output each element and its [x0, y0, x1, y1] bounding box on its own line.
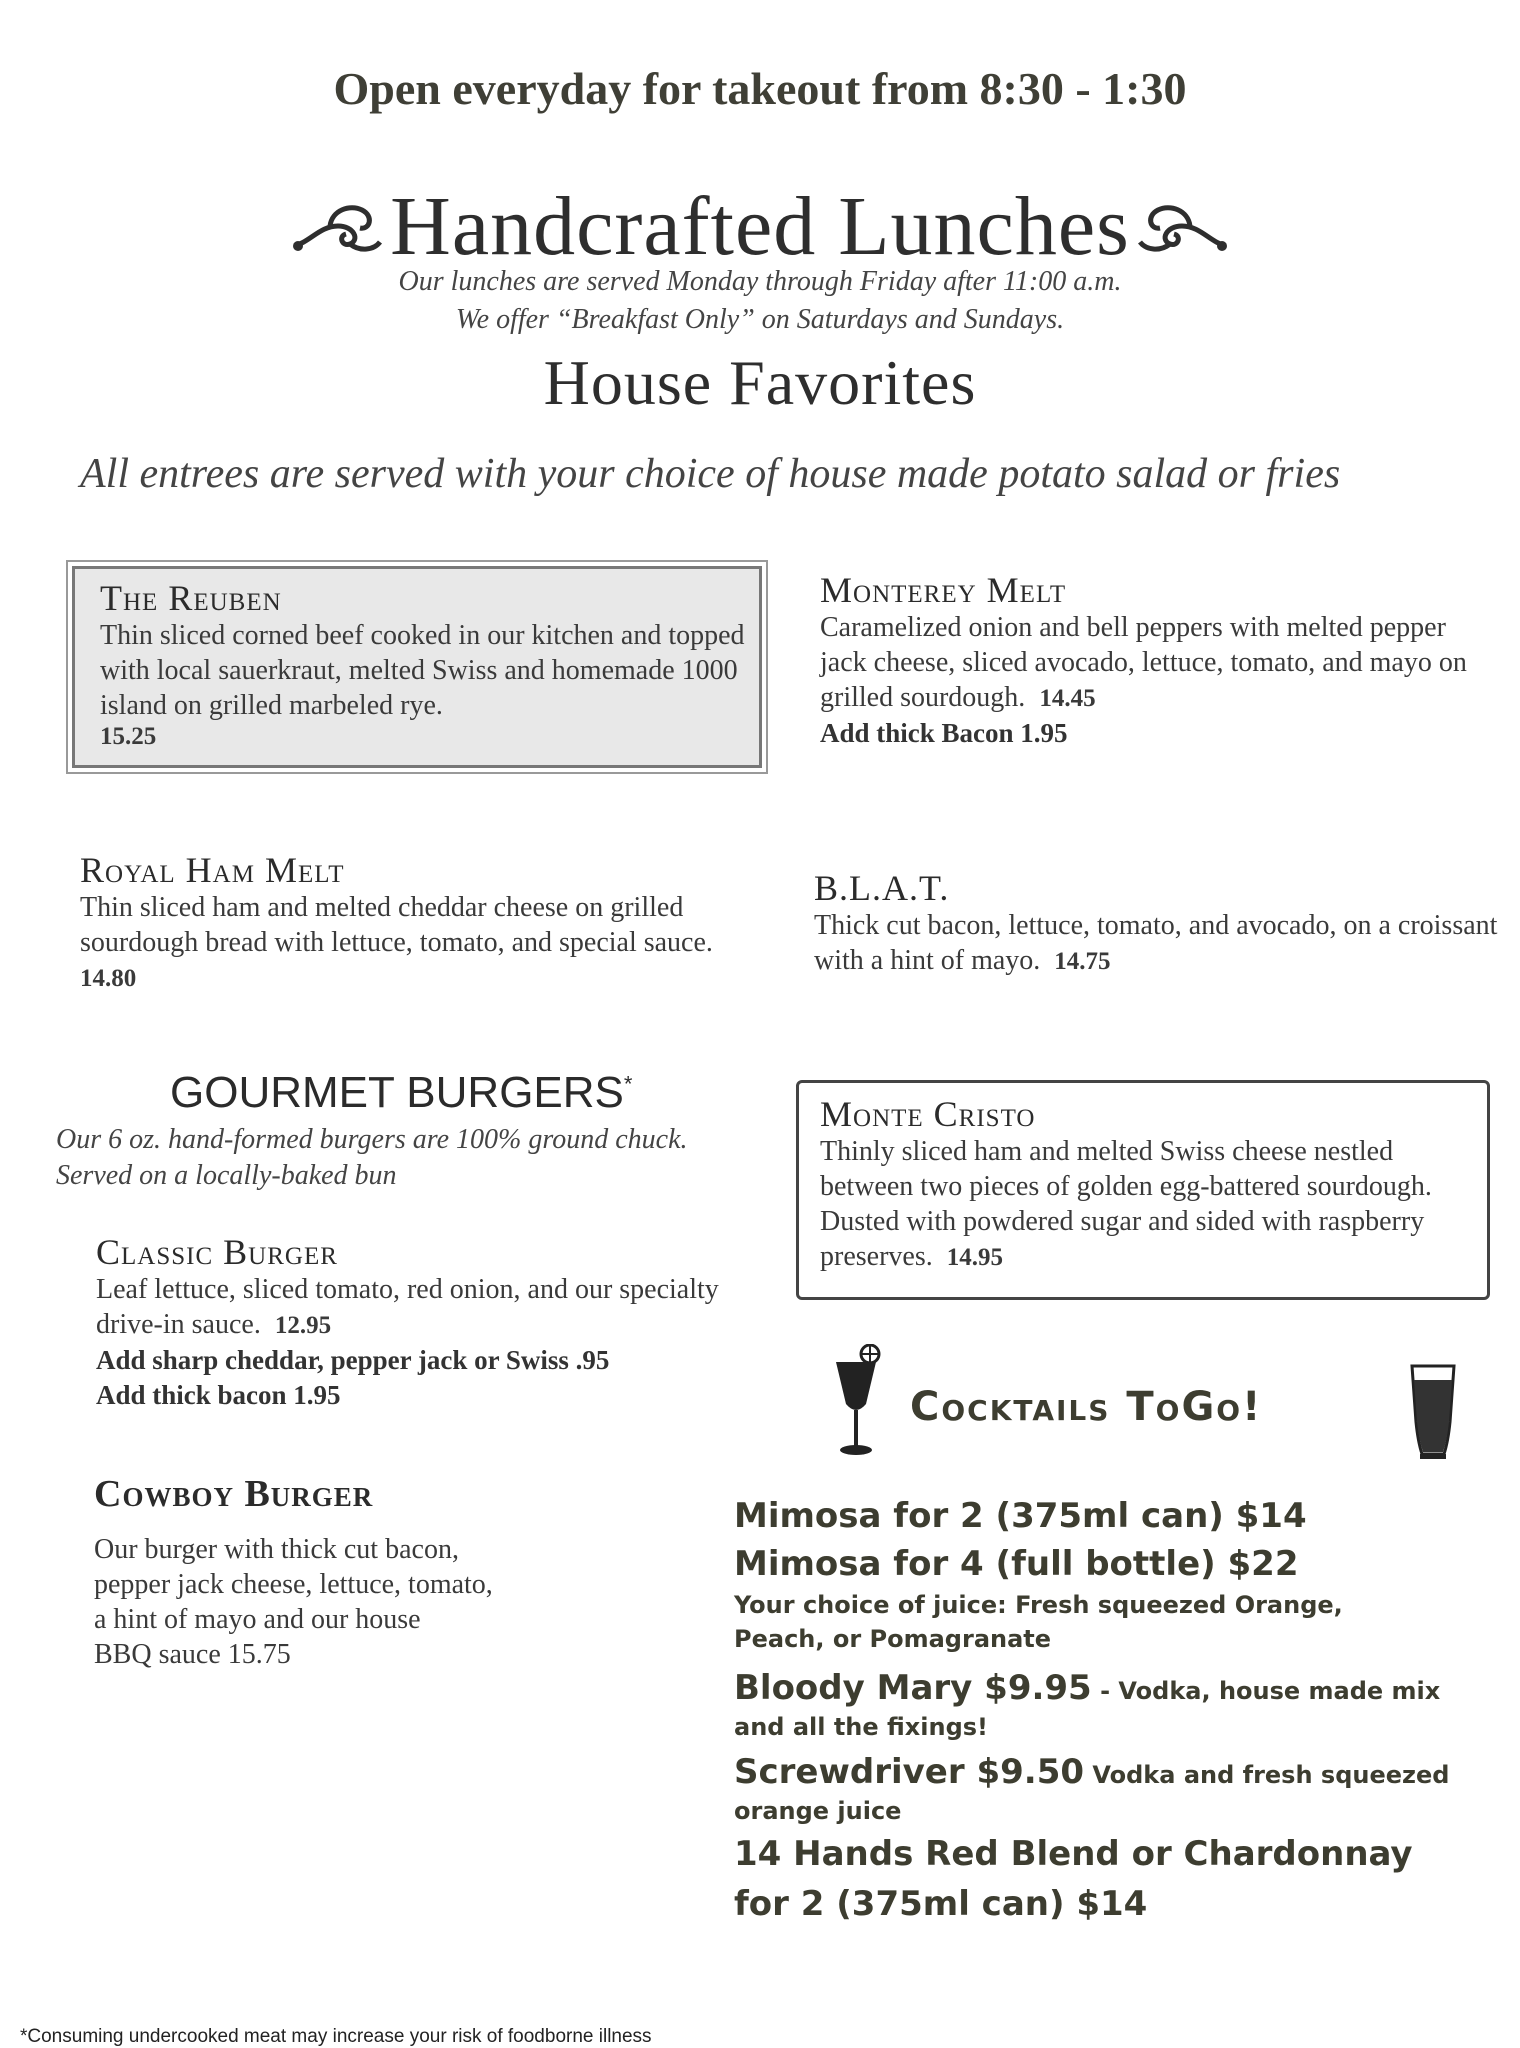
item-desc: Thick cut bacon, lettuce, tomato, and avocado, on a croissant with a hint of mayo. 14.75	[814, 910, 1498, 976]
entrees-note: All entrees are served with your choice of house made potato salad or fries	[80, 451, 1341, 497]
bloody-mary-desc: and all the fixings!	[734, 1713, 989, 1741]
item-title: Monte Cristo	[820, 1094, 1036, 1134]
wine-2: for 2 (375ml can) $14	[734, 1884, 1148, 1924]
lunch-hours-note: Our lunches are served Monday through Friday after 11:00 a.m.	[398, 266, 1122, 297]
item-desc: Caramelized onion and bell peppers with melted pepper jack cheese, sliced avocado, lettuce, tomato, and mayo on grilled sourdough. 14.45	[820, 612, 1467, 713]
menu-item-reuben	[100, 578, 750, 751]
mimosa-4: Mimosa for 4 (full bottle) $22	[734, 1544, 1299, 1584]
item-title: The Reuben	[100, 578, 282, 618]
weekend-note: We offer “Breakfast Only” on Saturdays and Sundays.	[455, 304, 1065, 335]
bloody-mary: Bloody Mary $9.95 - Vodka, house made mix	[734, 1668, 1441, 1708]
title-row	[0, 178, 1520, 275]
item-price: 14.75	[1054, 948, 1111, 975]
menu-item-cowboy-burger	[94, 1474, 714, 1672]
flourish-left-icon	[290, 196, 384, 258]
item-desc: Thin sliced corned beef cooked in our kitchen and topped with local sauerkraut, melted Swiss and homemade 1000 island on grilled marbeled rye.	[100, 620, 745, 721]
item-desc-line: BBQ sauce 15.75	[94, 1639, 291, 1670]
item-addon-cheese: Add sharp cheddar, pepper jack or Swiss .95	[96, 1345, 610, 1375]
page-title: Handcrafted Lunches	[390, 180, 1130, 273]
item-title: Cowboy Burger	[94, 1473, 374, 1515]
juice-note-2: Peach, or Pomagranate	[734, 1625, 1052, 1653]
menu-item-monte-cristo	[820, 1094, 1480, 1275]
burgers-subtitle-2: Served on a locally-baked bun	[56, 1160, 397, 1191]
hours-banner: Open everyday for takeout from 8:30 - 1:30	[333, 63, 1187, 114]
item-price: 14.80	[80, 965, 137, 992]
item-desc: Thinly sliced ham and melted Swiss cheese nestled between two pieces of golden egg-battered sourdough. Dusted with powdered sugar and sided with raspberry preserves. 14.95	[820, 1136, 1432, 1272]
item-desc-line: a hint of mayo and our house	[94, 1604, 421, 1635]
item-price: 15.25	[100, 723, 157, 750]
item-addon-bacon: Add thick bacon 1.95	[96, 1380, 341, 1410]
burgers-heading: GOURMET BURGERS*	[170, 1068, 633, 1117]
cocktail-glass-icon	[826, 1344, 890, 1460]
item-price: 12.95	[274, 1312, 332, 1339]
item-title: Classic Burger	[96, 1232, 338, 1272]
item-desc: Thin sliced ham and melted cheddar cheese on grilled sourdough bread with lettuce, tomato, and special sauce. 14.80	[80, 892, 713, 992]
menu-item-monterey	[820, 570, 1490, 751]
item-price: 14.45	[1039, 685, 1096, 712]
menu-item-blat	[814, 868, 1504, 979]
section-title: House Favorites	[543, 347, 977, 418]
beer-glass-icon	[1408, 1362, 1458, 1462]
item-desc-line: pepper jack cheese, lettuce, tomato,	[94, 1569, 493, 1600]
item-desc: Leaf lettuce, sliced tomato, red onion, and our specialty drive-in sauce. 12.95	[96, 1274, 719, 1340]
screwdriver-desc: orange juice	[734, 1797, 902, 1825]
wine-1: 14 Hands Red Blend or Chardonnay	[734, 1834, 1413, 1874]
flourish-right-icon	[1136, 196, 1230, 258]
menu-item-royal-ham	[80, 850, 760, 996]
juice-note-1: Your choice of juice: Fresh squeezed Orange,	[734, 1591, 1343, 1619]
item-title: Monterey Melt	[820, 570, 1067, 610]
item-title: B.L.A.T.	[814, 868, 950, 908]
cocktails-heading: Cocktails ToGo!	[910, 1384, 1263, 1430]
item-price: 14.95	[946, 1244, 1003, 1271]
item-title: Royal Ham Melt	[80, 850, 345, 890]
footnote: *Consuming undercooked meat may increase your risk of foodborne illness	[20, 2026, 652, 2047]
item-desc-line: Our burger with thick cut bacon,	[94, 1534, 459, 1565]
screwdriver: Screwdriver $9.50 Vodka and fresh squeezed	[734, 1752, 1450, 1792]
item-addon: Add thick Bacon 1.95	[820, 718, 1068, 748]
mimosa-2: Mimosa for 2 (375ml can) $14	[734, 1496, 1307, 1536]
burgers-subtitle-1: Our 6 oz. hand-formed burgers are 100% ground chuck.	[56, 1124, 688, 1155]
menu-item-classic-burger	[96, 1232, 736, 1413]
